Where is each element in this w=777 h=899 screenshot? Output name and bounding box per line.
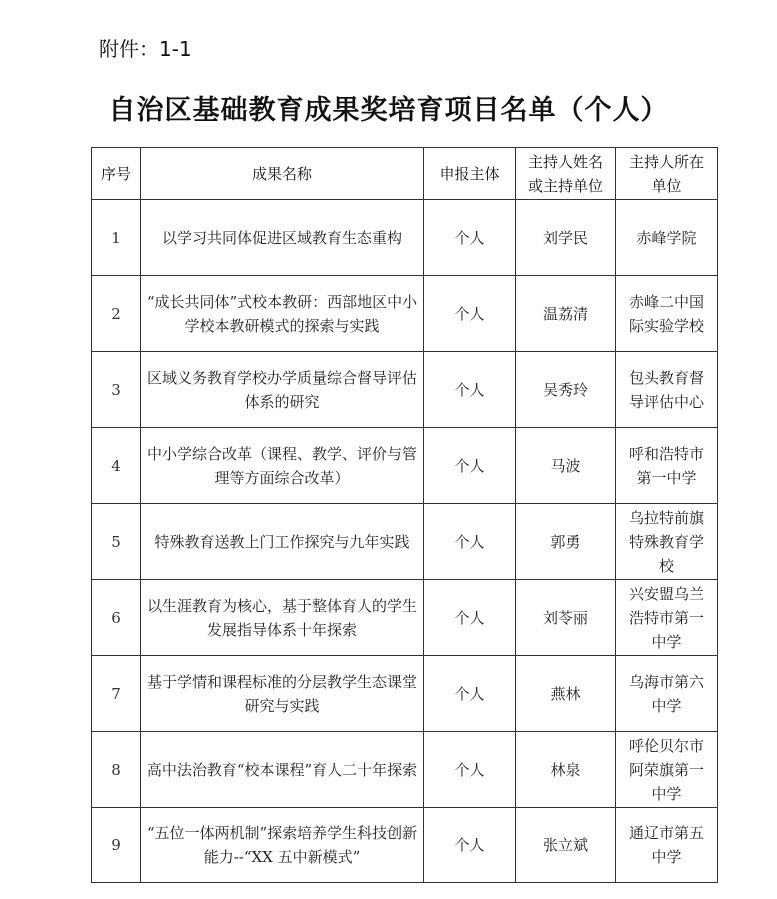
cell-applicant: 个人	[424, 352, 516, 428]
table-header-row	[92, 148, 718, 200]
cell-name: 特殊教育送教上门工作探究与九年实践	[141, 504, 424, 580]
cell-name: 区域义务教育学校办学质量综合督导评估体系的研究	[141, 352, 424, 428]
table-row	[92, 580, 718, 656]
cell-host: 郭勇	[516, 504, 616, 580]
table-row	[92, 428, 718, 504]
cell-host: 林泉	[516, 732, 616, 808]
cell-applicant: 个人	[424, 580, 516, 656]
cell-host: 张立斌	[516, 808, 616, 883]
cell-name: 中小学综合改革（课程、教学、评价与管理等方面综合改革）	[141, 428, 424, 504]
cell-seq: 5	[92, 504, 141, 580]
cell-unit: 乌拉特前旗特殊教育学校	[616, 504, 718, 580]
cell-unit: 赤峰二中国际实验学校	[616, 276, 718, 352]
cell-name: “五位一体两机制”探索培养学生科技创新能力--“XX 五中新模式”	[141, 808, 424, 883]
cell-seq: 9	[92, 808, 141, 883]
cell-seq: 6	[92, 580, 141, 656]
cell-applicant: 个人	[424, 656, 516, 732]
cell-host: 马波	[516, 428, 616, 504]
cell-name: 高中法治教育“校本课程”育人二十年探索	[141, 732, 424, 808]
cell-unit: 呼和浩特市第一中学	[616, 428, 718, 504]
cell-host: 刘学民	[516, 200, 616, 276]
table-row	[92, 504, 718, 580]
cell-name: 以学习共同体促进区域教育生态重构	[141, 200, 424, 276]
cell-unit: 赤峰学院	[616, 200, 718, 276]
cell-unit: 呼伦贝尔市阿荣旗第一中学	[616, 732, 718, 808]
cell-host: 燕林	[516, 656, 616, 732]
cell-unit: 通辽市第五中学	[616, 808, 718, 883]
cell-seq: 3	[92, 352, 141, 428]
cell-applicant: 个人	[424, 428, 516, 504]
cell-unit: 包头教育督导评估中心	[616, 352, 718, 428]
document-title: 自治区基础教育成果奖培育项目名单（个人）	[108, 95, 669, 126]
header-seq: 序号	[92, 148, 141, 200]
header-host: 主持人姓名或主持单位	[516, 148, 616, 200]
cell-seq: 4	[92, 428, 141, 504]
cell-name: 基于学情和课程标准的分层教学生态课堂研究与实践	[141, 656, 424, 732]
cell-applicant: 个人	[424, 732, 516, 808]
header-unit: 主持人所在单位	[616, 148, 718, 200]
cell-host: 刘苓丽	[516, 580, 616, 656]
cell-applicant: 个人	[424, 504, 516, 580]
cell-host: 温荔清	[516, 276, 616, 352]
table-row	[92, 732, 718, 808]
cell-seq: 1	[92, 200, 141, 276]
cell-applicant: 个人	[424, 276, 516, 352]
table-row	[92, 276, 718, 352]
table-row	[92, 808, 718, 883]
cell-host: 吴秀玲	[516, 352, 616, 428]
cell-unit: 兴安盟乌兰浩特市第一中学	[616, 580, 718, 656]
attachment-label: 附件：1-1	[99, 37, 192, 61]
table-row	[92, 656, 718, 732]
cell-name: “成长共同体”式校本教研：西部地区中小学校本教研模式的探索与实践	[141, 276, 424, 352]
cell-seq: 2	[92, 276, 141, 352]
cell-applicant: 个人	[424, 200, 516, 276]
header-applicant: 申报主体	[424, 148, 516, 200]
table-row	[92, 352, 718, 428]
cell-name: 以生涯教育为核心，基于整体育人的学生发展指导体系十年探索	[141, 580, 424, 656]
cell-seq: 7	[92, 656, 141, 732]
cell-seq: 8	[92, 732, 141, 808]
cell-unit: 乌海市第六中学	[616, 656, 718, 732]
cell-applicant: 个人	[424, 808, 516, 883]
table-row	[92, 200, 718, 276]
header-name: 成果名称	[141, 148, 424, 200]
project-list-table	[91, 147, 718, 883]
